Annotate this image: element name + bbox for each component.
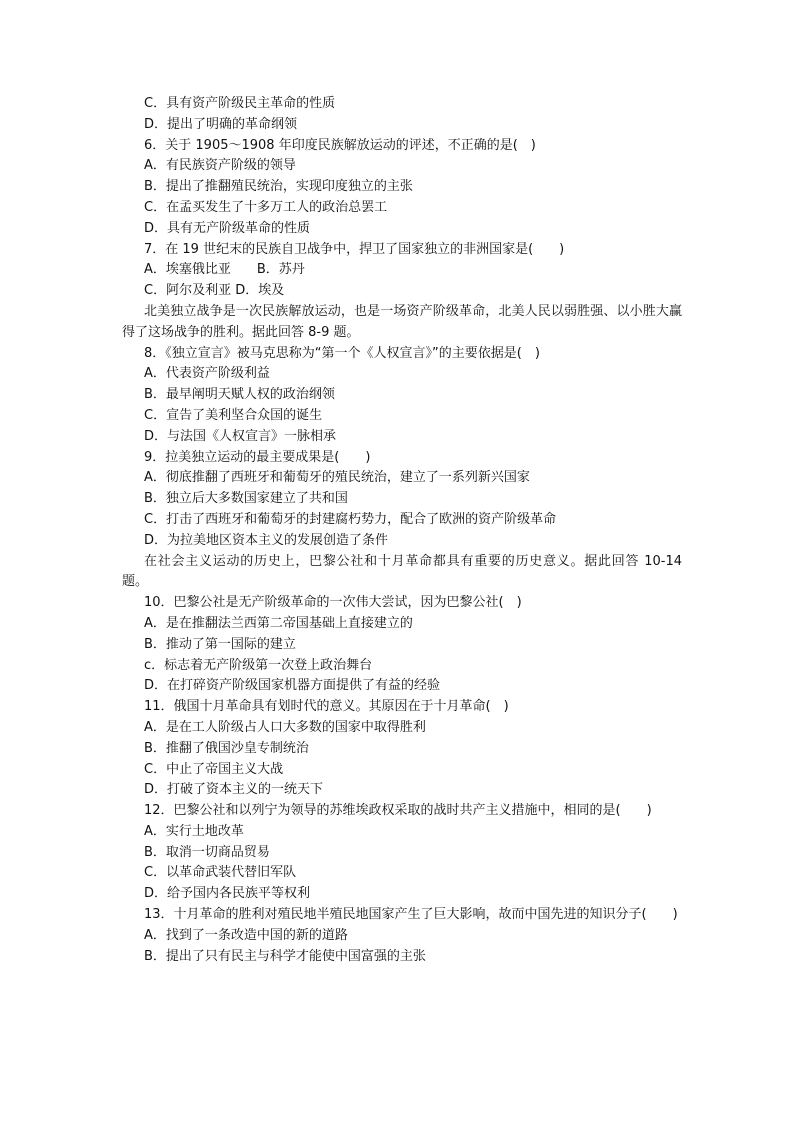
option-a: A．是在推翻法兰西第二帝国基础上直接建立的	[144, 615, 413, 631]
option-a: A．是在工人阶级占人口大多数的国家中取得胜利	[144, 719, 426, 735]
option-b: B．提出了只有民主与科学才能使中国富强的主张	[144, 948, 426, 964]
option-a: A．彻底推翻了西班牙和葡萄牙的殖民统治，建立了一系列新兴国家	[144, 470, 530, 486]
option-d: D．为拉美地区资本主义的发展创造了条件	[144, 532, 389, 548]
question-7: 7．在 19 世纪末的民族自卫战争中，捍卫了国家独立的非洲国家是( )	[144, 241, 565, 257]
question-13: 13．十月革命的胜利对殖民地半殖民地国家产生了巨大影响，故而中国先进的知识分子( )	[144, 907, 678, 923]
option-d: D．在打碎资产阶级国家机器方面提供了有益的经验	[144, 678, 441, 694]
option-a: A．有民族资产阶级的领导	[144, 158, 296, 174]
passage-10-14: 在社会主义运动的历史上，巴黎公社和十月革命都具有重要的历史意义。据此回答 10-14 题。	[122, 553, 682, 590]
option-c: C．具有资产阶级民主革命的性质	[144, 96, 336, 111]
question-8: 8．《独立宣言》被马克思称为“第一个《人权宣言》”的主要依据是( )	[144, 345, 540, 361]
option-a: A．找到了一条改造中国的新的道路	[144, 927, 348, 943]
exam-page	[122, 94, 682, 967]
option-c: C．以革命武装代替旧军队	[144, 865, 297, 881]
option-b: B．取消一切商品贸易	[144, 844, 270, 860]
option-a: A．实行土地改革	[144, 823, 244, 839]
option-c: C．中止了帝国主义大战	[144, 761, 284, 777]
question-9: 9．拉美独立运动的最主要成果是( )	[144, 449, 371, 465]
option-d: D．打破了资本主义的一统天下	[144, 782, 324, 798]
option-c-d: C．阿尔及利亚 D．埃及	[144, 283, 285, 299]
option-b: B．最早阐明天赋人权的政治纲领	[144, 387, 335, 403]
question-10: 10．巴黎公社是无产阶级革命的一次伟大尝试，因为巴黎公社( )	[144, 595, 522, 611]
option-c: C．宣告了美利坚合众国的诞生	[144, 407, 323, 423]
option-b: B．提出了推翻殖民统治，实现印度独立的主张	[144, 179, 413, 195]
option-b: B．推翻了俄国沙皇专制统治	[144, 740, 309, 756]
option-c: C．打击了西班牙和葡萄牙的封建腐朽势力，配合了欧洲的资产阶级革命	[144, 511, 557, 527]
option-b: B．推动了第一国际的建立	[144, 636, 296, 652]
question-11: 11．俄国十月革命具有划时代的意义。其原因在于十月革命( )	[144, 699, 509, 715]
question-12: 12．巴黎公社和以列宁为领导的苏维埃政权采取的战时共产主义措施中，相同的是( )	[144, 803, 652, 819]
option-d: D．与法国《人权宣言》一脉相承	[144, 428, 337, 444]
option-c: c．标志着无产阶级第一次登上政治舞台	[144, 657, 373, 673]
option-c: C．在孟买发生了十多万工人的政治总罢工	[144, 199, 388, 215]
option-b: B．独立后大多数国家建立了共和国	[144, 491, 348, 507]
question-6: 6．关于 1905～1908 年印度民族解放运动的评述，不正确的是( )	[144, 137, 536, 153]
option-d: D．给予国内各民族平等权利	[144, 886, 311, 902]
option-d: D．提出了明确的革命纲领	[144, 116, 298, 132]
option-a: A．代表资产阶级利益	[144, 366, 270, 382]
passage-8-9: 北美独立战争是一次民族解放运动，也是一场资产阶级革命，北美人民以弱胜强、以小胜大赢得了这场战争的胜利。据此回答 8-9 题。	[122, 303, 682, 340]
option-d: D．具有无产阶级革命的性质	[144, 220, 311, 236]
option-a-b: A．埃塞俄比亚 B．苏丹	[144, 262, 305, 278]
